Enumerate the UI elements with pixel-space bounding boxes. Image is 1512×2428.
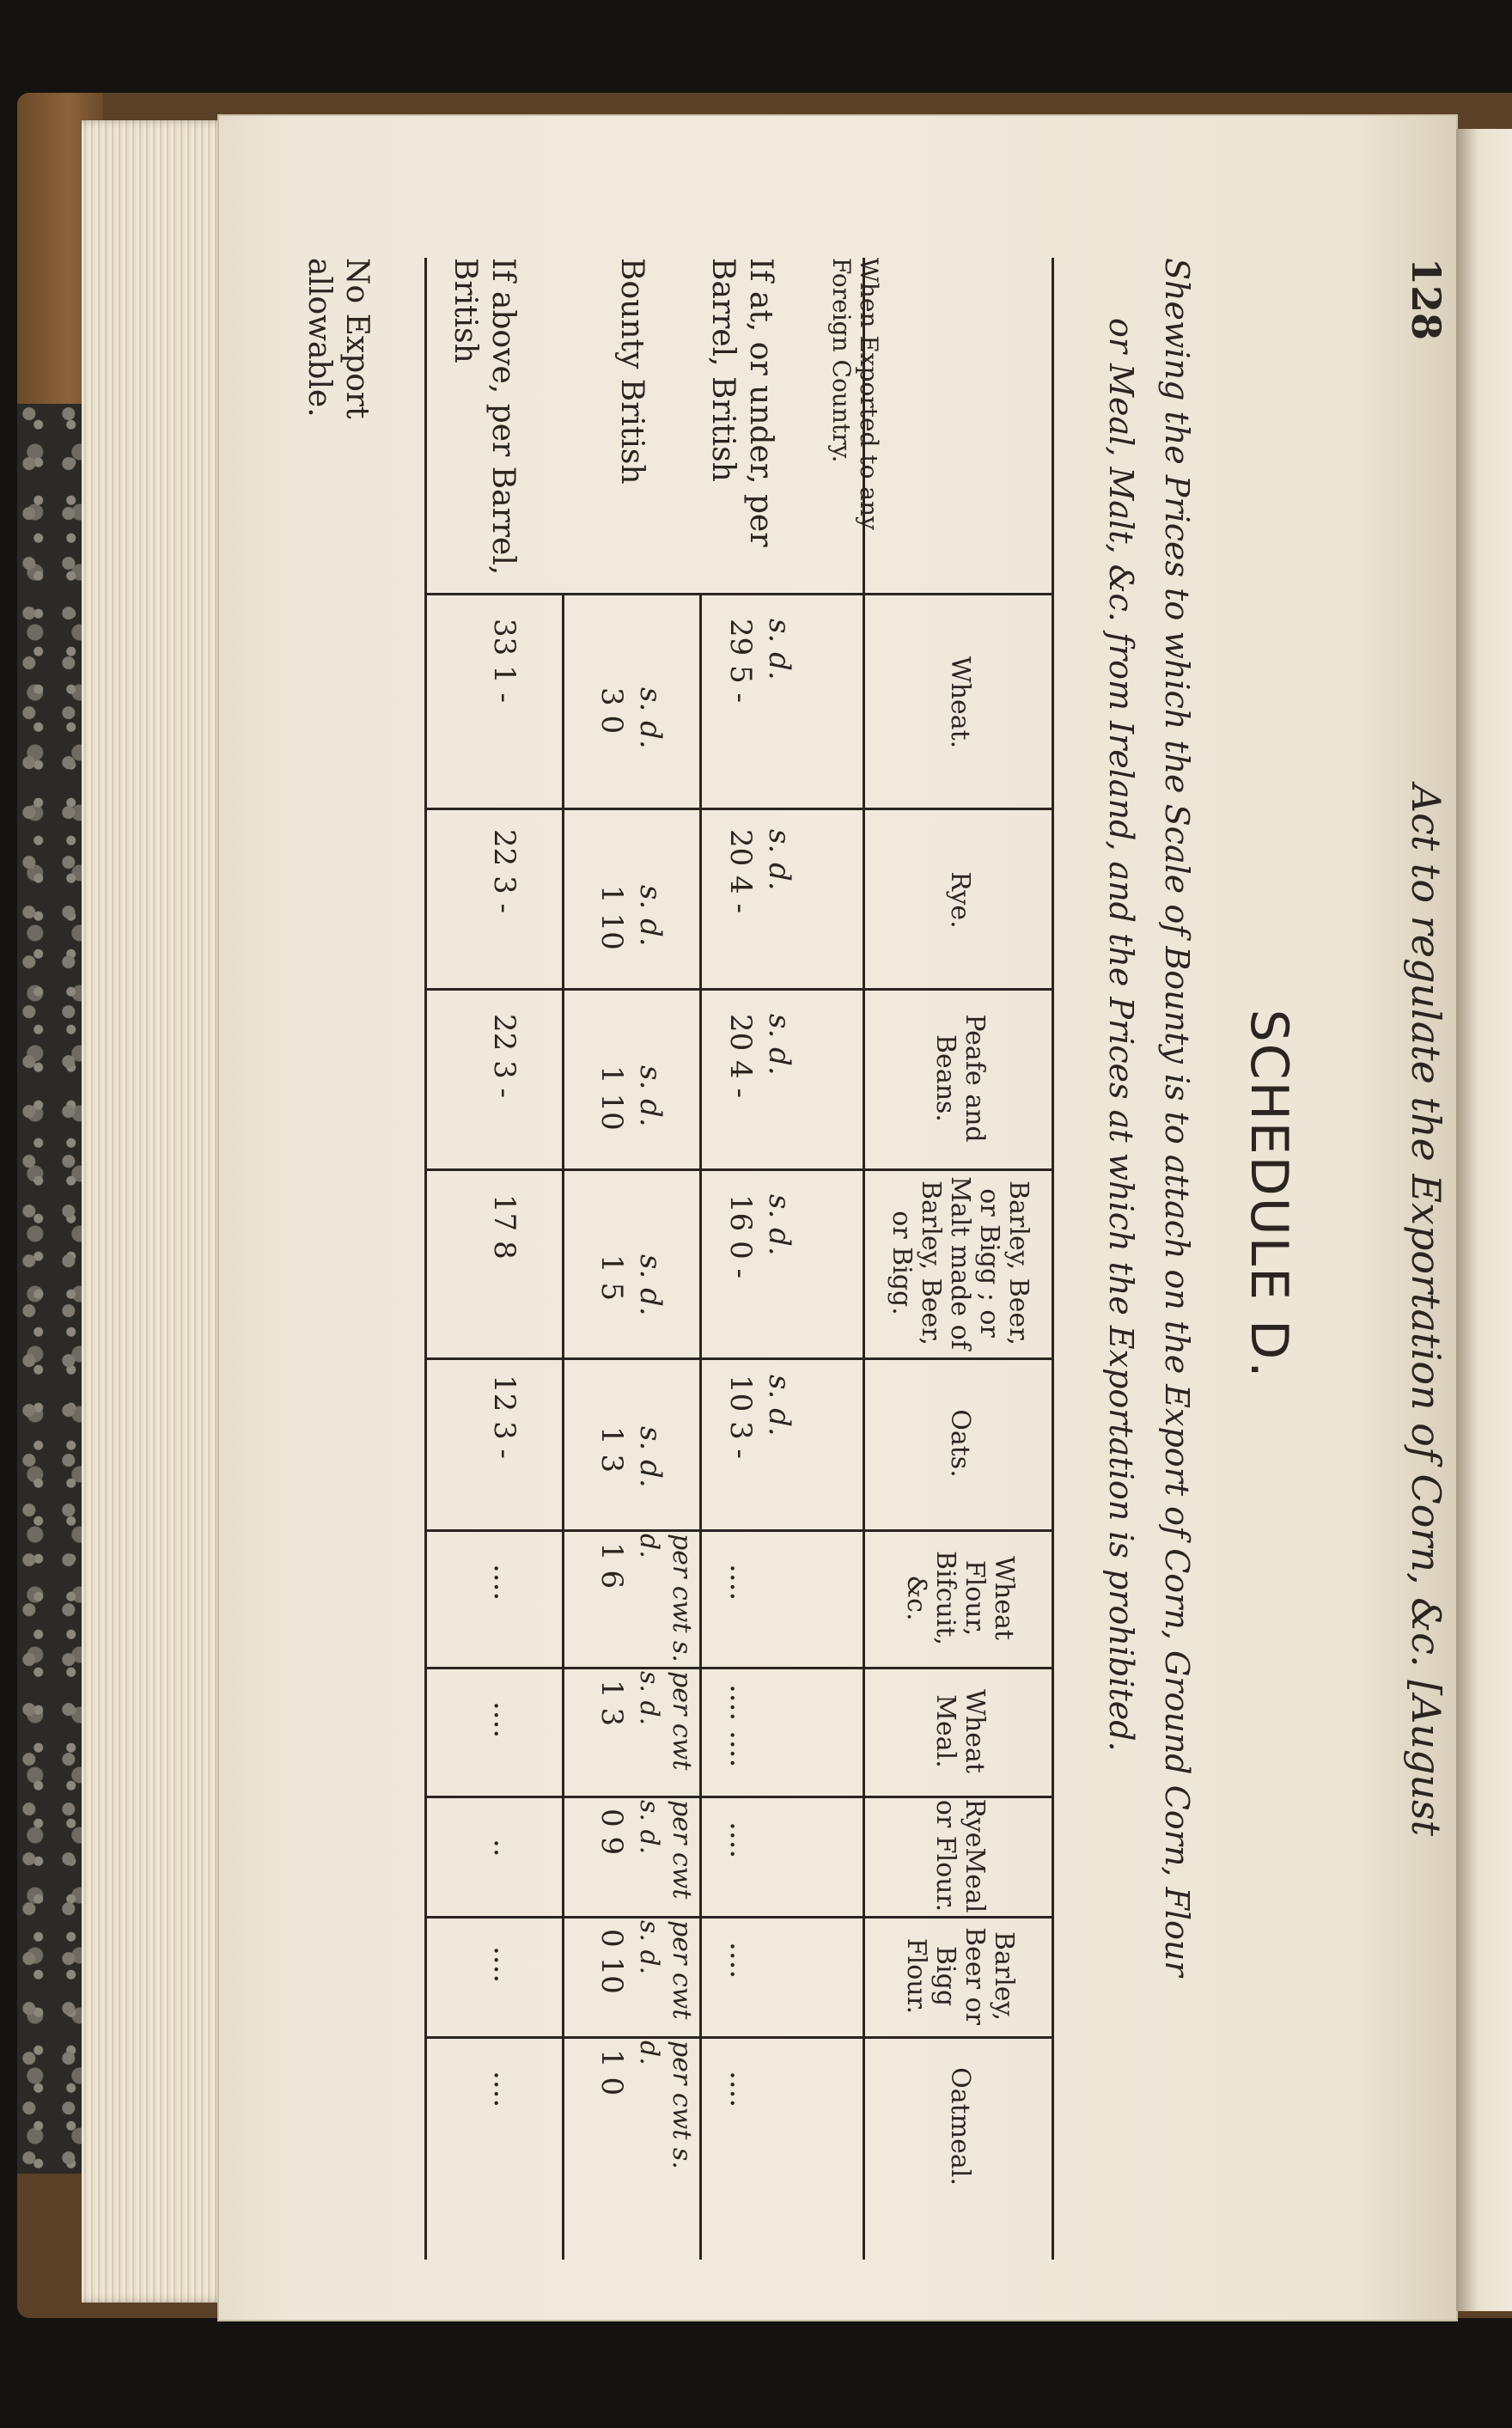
price-cell: 17 8 <box>487 1194 521 1260</box>
table-rule-col <box>427 1357 1054 1360</box>
unit-label: per cwt s. d. <box>634 1800 697 1900</box>
unit-label: s. d. <box>762 1194 796 1256</box>
price-cell: 16 0 - <box>723 1194 758 1278</box>
column-header-wheat-flour: Wheat Flour, Bifcuit, &c. <box>901 1550 1019 1646</box>
adjacent-leaf <box>1456 129 1512 2311</box>
price-cell: .... <box>723 1821 758 1859</box>
table-rule-col <box>427 988 1054 991</box>
unit-label: s. d. <box>633 1065 668 1127</box>
price-cell: 20 4 - <box>723 829 758 913</box>
page-number: 128 <box>1403 258 1449 341</box>
price-cell: 12 3 - <box>487 1375 521 1459</box>
price-cell: 22 3 - <box>487 829 521 913</box>
bounty-cell: 1 6 <box>594 1542 629 1589</box>
table-rule-col <box>427 1168 1054 1171</box>
table-rule-col <box>427 1529 1054 1532</box>
unit-label: s. d. <box>762 1375 796 1437</box>
unit-label: per cwt s. d. <box>634 1671 697 1771</box>
row-label-above: If above, per Barrel, British <box>448 258 521 576</box>
unit-label: s. d. <box>762 619 796 680</box>
table-rule-row <box>562 593 564 2260</box>
schedule-table <box>221 258 1458 2337</box>
bounty-cell: 0 9 <box>594 1809 629 1856</box>
price-cell: .. <box>487 1839 521 1858</box>
price-cell: 22 3 - <box>487 1014 521 1098</box>
table-rule-col <box>427 808 1054 810</box>
bounty-cell: 1 3 <box>594 1426 629 1473</box>
column-header-oats: Oats. <box>945 1409 975 1478</box>
price-cell: 10 3 - <box>723 1375 758 1459</box>
column-header-barley: Barley, Beer, or Bigg ; or Malt made of Barley, Beer, or Bigg. <box>887 1176 1033 1350</box>
rotated-page-content <box>221 258 1458 2337</box>
column-header-rye: Rye. <box>945 871 975 929</box>
row-label-at-or-under: If at, or under, per Barrel, British <box>705 258 778 547</box>
page-edges <box>82 120 228 2303</box>
row-label-no-export: No Export allowable. <box>302 258 375 419</box>
column-header-barley-flour: Barley, Beer or Bigg Flour. <box>901 1927 1019 2025</box>
table-rule-col <box>427 2036 1054 2039</box>
running-title: Act to regulate the Exportation of Corn, &c. [August <box>1403 784 1449 1837</box>
column-header-rye-meal: RyeMeal or Flour. <box>930 1798 990 1913</box>
marbled-board <box>17 404 86 2174</box>
price-cell: .... <box>487 1946 521 1984</box>
schedule-caption-line-1: Shewing the Prices to which the Scale of Bounty is to attach on the Export of Corn, Ground Corn, Flour <box>1158 258 1196 1977</box>
unit-label: s. d. <box>633 1254 668 1316</box>
table-rule-col <box>427 1796 1054 1798</box>
price-cell: 33 1 - <box>487 619 521 703</box>
table-rule-col <box>427 593 1054 595</box>
unit-label: s. d. <box>762 829 796 891</box>
bounty-cell: 3 0 <box>594 687 629 735</box>
row-label-bounty: Bounty British <box>614 258 649 485</box>
price-cell: .... <box>487 1564 521 1601</box>
unit-label: s. d. <box>633 687 668 749</box>
bounty-cell: 1 0 <box>594 2049 629 2096</box>
bounty-cell: 0 10 <box>594 1929 629 1994</box>
schedule-title: SCHEDULE D. <box>1239 1009 1299 1380</box>
column-header-wheat-meal: Wheat Meal. <box>930 1689 990 1773</box>
price-cell: .... <box>487 2071 521 2108</box>
bounty-cell: 1 10 <box>594 885 629 950</box>
price-cell: .... <box>487 1701 521 1739</box>
table-rule-bottom <box>424 258 427 2260</box>
column-header-pease-beans: Peafe and Beans. <box>930 1014 990 1143</box>
unit-label: per cwt s. d. <box>634 1534 697 1662</box>
row-label-foreign-country: When Exported to any Foreign Country. <box>827 258 883 530</box>
price-cell: .... .... <box>723 1684 758 1768</box>
unit-label: s. d. <box>633 885 668 947</box>
bounty-cell: 1 3 <box>594 1680 629 1727</box>
table-rule-top <box>1052 258 1054 2260</box>
price-cell: 20 4 - <box>723 1014 758 1098</box>
price-cell: .... <box>723 2071 758 2108</box>
price-cell: .... <box>723 1564 758 1601</box>
bounty-cell: 1 10 <box>594 1065 629 1131</box>
price-cell: 29 5 - <box>723 619 758 703</box>
column-header-wheat: Wheat. <box>945 656 975 749</box>
bounty-cell: 1 5 <box>594 1254 629 1302</box>
schedule-caption-line-2: or Meal, Malt, &c. from Ireland, and the Prices at which the Exportation is prohibited. <box>1102 318 1140 1752</box>
table-rule-col <box>427 1916 1054 1919</box>
column-header-oatmeal: Oatmeal. <box>945 2067 975 2186</box>
table-rule-row <box>699 593 702 2260</box>
unit-label: per cwt s. d. <box>634 2041 697 2169</box>
unit-label: per cwt s. d. <box>634 1920 697 2020</box>
unit-label: s. d. <box>633 1426 668 1488</box>
unit-label: s. d. <box>762 1014 796 1076</box>
table-rule-col <box>427 1667 1054 1669</box>
price-cell: .... <box>723 1942 758 1980</box>
